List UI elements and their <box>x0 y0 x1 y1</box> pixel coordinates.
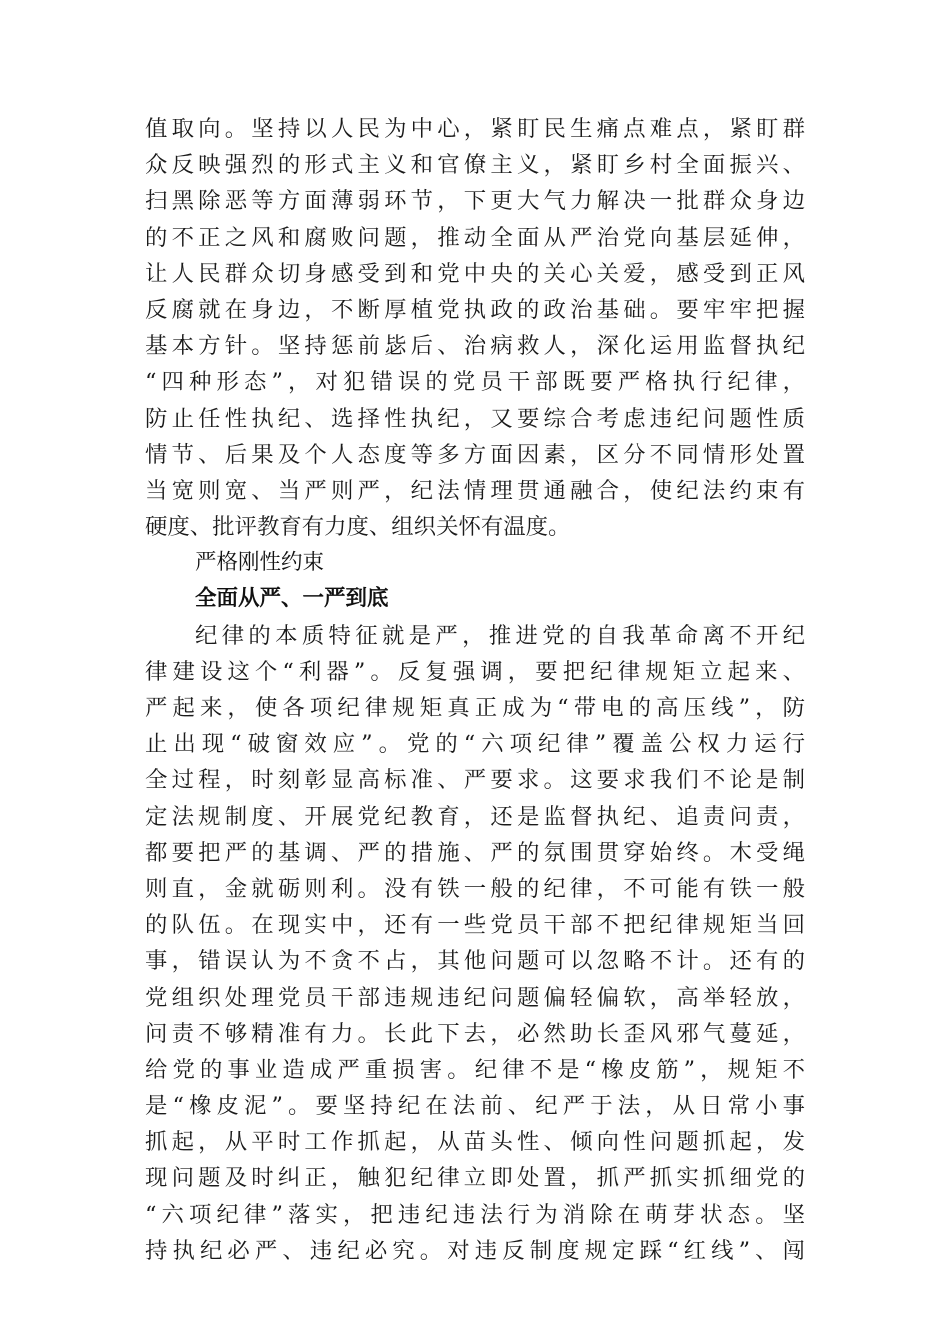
text-line: 纪律的本质特征就是严，推进党的自我革命离不开纪 <box>195 622 805 649</box>
paragraph-2 <box>145 618 805 1269</box>
text-line: 防止任性执纪、选择性执纪，又要综合考虑违纪问题性质 <box>145 405 805 432</box>
text-line: 硬度、批评教育有力度、组织关怀有温度。 <box>145 514 571 541</box>
text-line: 严起来，使各项纪律规矩真正成为“带电的高压线”，防 <box>145 695 805 721</box>
text-line: 的队伍。在现实中，还有一些党员干部不把纪律规矩当回 <box>145 912 805 939</box>
text-line: 扫黑除恶等方面薄弱环节，下更大气力解决一批群众身边 <box>145 188 805 215</box>
text-line: 让人民群众切身感受到和党中央的关心关爱，感受到正风 <box>145 260 805 287</box>
document-page <box>145 111 805 1269</box>
text-line: 反腐就在身边，不断厚植党执政的政治基础。要牢牢把握 <box>145 296 805 323</box>
text-line: 的不正之风和腐败问题，推动全面从严治党向基层延伸， <box>145 224 805 251</box>
text-line: 现问题及时纠正，触犯纪律立即处置，抓严抓实抓细党的 <box>145 1165 805 1192</box>
text-line: 律建设这个“利器”。反复强调，要把纪律规矩立起来、 <box>145 658 805 685</box>
text-line: 都要把严的基调、严的措施、严的氛围贯穿始终。木受绳 <box>145 839 805 866</box>
text-line: 党组织处理党员干部违规违纪问题偏轻偏软，高举轻放， <box>145 984 805 1011</box>
section-subheading: 全面从严、一严到底 <box>195 586 389 612</box>
text-line: 情节、后果及个人态度等多方面因素，区分不同情形处置 <box>145 441 805 468</box>
text-line: 基本方针。坚持惩前毖后、治病救人，深化运用监督执纪 <box>145 333 805 360</box>
text-line: 则直，金就砺则利。没有铁一般的纪律，不可能有铁一般 <box>145 875 805 902</box>
text-line: 当宽则宽、当严则严，纪法情理贯通融合，使纪法约束有 <box>145 477 805 504</box>
section-heading: 严格刚性约束 <box>195 550 325 576</box>
text-line: “六项纪律”落实，把违纪违法行为消除在萌芽状态。坚 <box>145 1201 805 1228</box>
text-line: 全过程，时刻彰显高标准、严要求。这要求我们不论是制 <box>145 767 805 794</box>
text-line: “四种形态”，对犯错误的党员干部既要严格执行纪律， <box>145 369 805 396</box>
text-line: 定法规制度、开展党纪教育，还是监督执纪、追责问责， <box>145 803 805 830</box>
text-line: 给党的事业造成严重损害。纪律不是“橡皮筋”，规矩不 <box>145 1056 805 1083</box>
text-line: 抓起，从平时工作抓起，从苗头性、倾向性问题抓起，发 <box>145 1129 805 1156</box>
text-line: 值取向。坚持以人民为中心，紧盯民生痛点难点，紧盯群 <box>145 116 805 142</box>
paragraph-1 <box>145 111 805 545</box>
text-line: 事，错误认为不贪不占，其他问题可以忽略不计。还有的 <box>145 948 805 975</box>
text-line: 止出现“破窗效应”。党的“六项纪律”覆盖公权力运行 <box>145 731 805 758</box>
text-line: 众反映强烈的形式主义和官僚主义，紧盯乡村全面振兴、 <box>145 152 805 179</box>
text-line: 持执纪必严、违纪必究。对违反制度规定踩“红线”、闯 <box>145 1237 805 1264</box>
text-line: 是“橡皮泥”。要坚持纪在法前、纪严于法，从日常小事 <box>145 1093 805 1120</box>
text-line: 问责不够精准有力。长此下去，必然助长歪风邪气蔓延， <box>145 1020 805 1047</box>
